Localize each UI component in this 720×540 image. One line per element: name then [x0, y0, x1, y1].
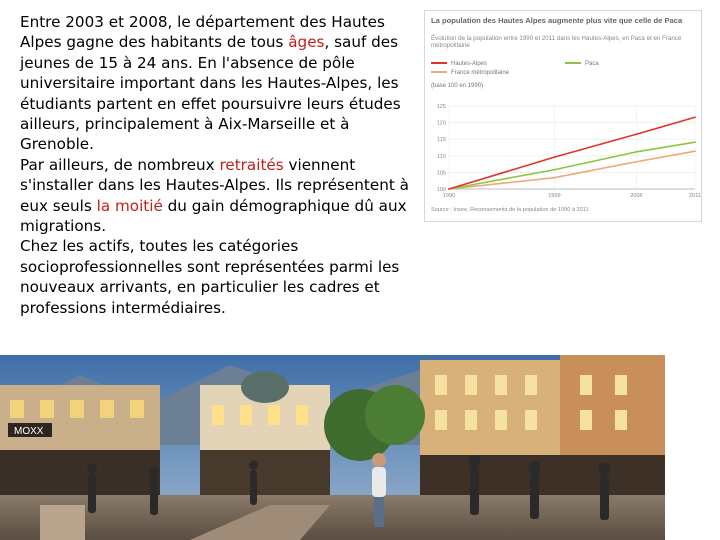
y-tick-105: 105	[436, 170, 446, 177]
photo-illustration	[0, 355, 665, 540]
x-tick-1999: 1999	[548, 193, 561, 199]
point-2-1	[554, 177, 556, 179]
series-line-1	[449, 142, 695, 189]
highlight-ages: âges	[288, 33, 325, 52]
p1-text-b: , sauf des jeunes de 15 à 24 ans. En l'absence de pôle universitaire important dans les Hautes-Alpes, les étudiants partent en effet poursuivre leurs études ailleurs, principalement à Aix-Marseille et à Grenoble.	[20, 33, 401, 154]
point-1-1	[554, 169, 556, 171]
paragraph-2	[20, 155, 425, 237]
y-tick-110: 110	[437, 153, 446, 160]
chart-source: Source : Insee, Recensements de la population de 1990 à 2011	[431, 207, 589, 213]
p2-text-a: Par ailleurs, de nombreux	[20, 155, 220, 174]
point-2-2	[636, 161, 638, 163]
chart-title: La population des Hautes Alpes augmente plus vite que celle de Paca	[431, 16, 683, 25]
point-0-3	[694, 116, 696, 118]
point-0-2	[636, 133, 638, 135]
y-tick-115: 115	[437, 137, 446, 144]
body-text	[20, 12, 425, 318]
x-tick-1990: 1990	[442, 193, 456, 199]
y-tick-100: 100	[436, 187, 446, 193]
chart-svg	[425, 11, 703, 223]
legend-label-1: Paca	[585, 61, 599, 68]
base-note: (base 100 en 1990)	[431, 83, 484, 89]
series-line-0	[449, 117, 695, 189]
point-1-2	[636, 151, 638, 153]
legend-label-0: Hautes-Alpes	[451, 61, 488, 68]
x-tick-2011: 2011	[688, 193, 702, 199]
point-0-0	[448, 188, 450, 190]
highlight-moitie: la moitié	[96, 196, 163, 215]
p2-text-c: du gain démographique dû aux migrations.	[20, 196, 407, 236]
paragraph-3: Chez les actifs, toutes les catégories socioprofessionnelles sont représentées parmi les nouveaux arrivants, en particulier les cadres et professions intermédiaires.	[20, 237, 400, 317]
highlight-retraites: retraités	[219, 155, 284, 174]
x-tick-2006: 2006	[630, 193, 643, 199]
series-line-2	[449, 151, 695, 189]
point-2-3	[694, 150, 696, 152]
town-square-photo	[0, 355, 665, 540]
point-1-3	[694, 141, 696, 143]
y-tick-125: 125	[436, 104, 446, 110]
legend-label-2: France métropolitaine	[451, 70, 510, 77]
y-tick-120: 120	[436, 120, 446, 127]
chart-subtitle: Évolution de la population entre 1990 et 2011 dans les Hautes-Alpes, en Paca et en France métropolitaine	[431, 35, 682, 50]
paragraph-1	[20, 12, 425, 155]
p1-text-a: Entre 2003 et 2008, le département des Hautes Alpes gagne des habitants de tous	[20, 13, 385, 52]
population-chart	[424, 10, 702, 222]
shop-sign: MOXX	[14, 426, 44, 437]
point-0-1	[554, 156, 556, 158]
p2-text-b: viennent s'installer dans les Hautes-Alpes. Ils représentent à eux seuls	[20, 155, 409, 215]
